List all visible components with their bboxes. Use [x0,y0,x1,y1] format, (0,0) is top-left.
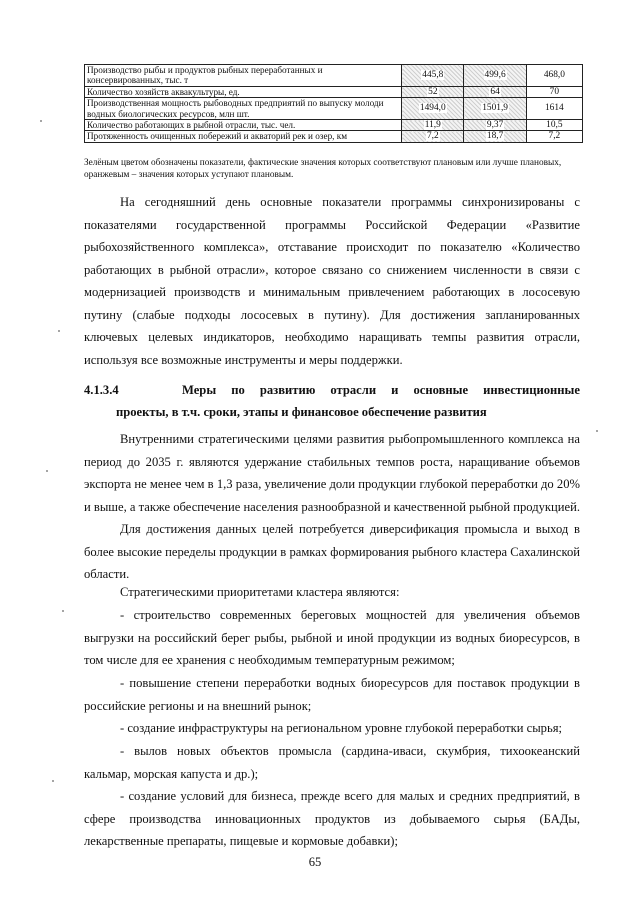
list-item: - создание инфраструктуры на региональном уровне глубокой переработки сырья; [120,721,562,735]
section-title-line2: проекты, в т.ч. сроки, этапы и финансовое обеспечение развития [116,405,487,419]
scan-speck [58,330,60,332]
table-cell-plan [402,98,464,120]
table-row [85,98,583,120]
table-cell-target: 70 [526,86,582,97]
scan-speck [52,780,54,782]
table-cell-name: Производственная мощность рыбоводных предприятий по выпуску молоди водных биологических ресурсов, млн шт. [85,98,402,120]
table-row [85,86,583,97]
table-cell-plan [402,131,464,142]
table-row [85,131,583,142]
list-item: - создание условий для бизнеса, прежде всего для малых и средних предприятий, в сфере производства инновационных продуктов из добываемого сырья (БАДы, лекарственные препараты, пищевые и кормовые добавки); [84,789,580,848]
paragraph: На сегодняшний день основные показатели программы синхронизированы с показателями государственной программы Российской Федерации «Развитие рыбохозяйственного комплекса», отставание происходит по показателю «Количество работающих в рыбной отрасли», которое связано со снижением численности в связи с модернизацией производств и минимальным привлечением работающих в лососевую путину (слабые подходы лососевых в путину). Для достижения запланированных ключевых целевых индикаторов, необходимо наращивать темпы развития отрасли, используя все возможные инструменты и меры поддержки. [84,195,580,367]
table-cell-fact [464,86,526,97]
table-cell-target: 10,5 [526,120,582,131]
table-cell-plan [402,120,464,131]
fact-value: 499,6 [484,70,506,81]
scan-speck [40,120,42,122]
scan-speck [62,610,64,612]
table-row [85,120,583,131]
fact-value: 9,37 [486,120,504,131]
fact-value: 18,7 [486,131,504,142]
table-cell-name: Количество работающих в рыбной отрасли, тыс. чел. [85,120,402,131]
fact-value: 64 [490,86,500,97]
plan-value: 11,9 [424,120,441,131]
page-number: 65 [308,855,322,869]
indicators-table [84,64,583,143]
table-cell-fact [464,131,526,142]
plan-value: 7,2 [426,131,439,142]
scan-speck [596,430,598,432]
fact-value: 1501,9 [482,103,508,114]
table-cell-target: 1614 [526,98,582,120]
table-cell-name: Производство рыбы и продуктов рыбных переработанных и консервированных, тыс. т [85,65,402,87]
table-row [85,65,583,87]
list-item: - вылов новых объектов промысла (сардина-иваси, скумбрия, тихоокеанский кальмар, морская капуста и др.); [84,744,580,781]
paragraph: Внутренними стратегическими целями развития рыбопромышленного комплекса на период до 2035 г. являются удержание стабильных темпов роста, наращивание объемов экспорта не менее чем в 1,3 раза, увеличение доли продукции глубокой переработки до 20% и выше, а также обеспечение населения разнообразной и качественной рыбной продукцией. [84,432,580,514]
section-title-line1: Меры по развитию отрасли и основные инвестиционные [182,383,580,397]
list-item: - строительство современных береговых мощностей для увеличения объемов выгрузки на российский берег рыбы, рыбной и иной продукции из водных биоресурсов, в том числе для ее хранения с необходимым температурным режимом; [84,608,580,667]
table-cell-fact [464,120,526,131]
section-number: 4.1.3.4 [84,383,119,397]
list-item: - повышение степени переработки водных биоресурсов для поставок продукции в российские регионы и на внешний рынок; [84,676,580,713]
table-note: Зелёным цветом обозначены показатели, фактические значения которых соответствуют плановым или лучше плановых, оранжевым – значения которых уступают плановым. [84,158,562,180]
paragraph: Стратегическими приоритетами кластера являются: [120,585,400,599]
plan-value: 1494,0 [419,103,446,114]
table-cell-fact [464,98,526,120]
table-cell-name: Протяженность очищенных побережий и акваторий рек и озер, км [85,131,402,142]
plan-value: 52 [428,86,438,97]
table-cell-fact [464,65,526,87]
scan-speck [46,470,48,472]
plan-value: 445,8 [422,70,444,81]
table-cell-name: Количество хозяйств аквакультуры, ед. [85,86,402,97]
table-cell-target: 468,0 [526,65,582,87]
table-cell-plan [402,86,464,97]
paragraph: Для достижения данных целей потребуется диверсификация промысла и выход в более высокие переделы продукции в рамках формирования рыбного кластера Сахалинской области. [84,522,580,581]
table-cell-target: 7,2 [526,131,582,142]
table-cell-plan [402,65,464,87]
